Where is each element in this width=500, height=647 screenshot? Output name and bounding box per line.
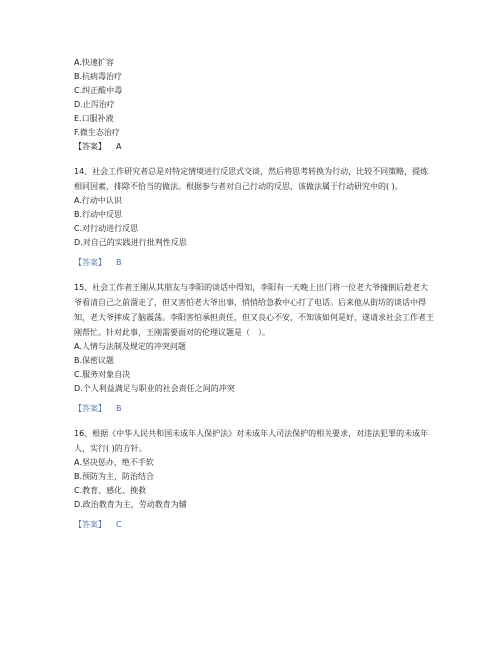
option-a: A.人情与法制及规定的冲突问题 — [74, 342, 186, 351]
answer-label: 【答案】 — [74, 258, 106, 267]
option-d: D.个人利益满足与职业的社会责任之间的冲突 — [74, 384, 235, 393]
option-c: C.服务对象自决 — [74, 370, 131, 379]
option-d: D.止泻治疗 — [74, 100, 115, 109]
option-c: C.纠正酸中毒 — [74, 86, 123, 95]
answer-line — [74, 256, 434, 270]
question-13 — [74, 56, 434, 154]
answer-value: C — [116, 520, 122, 529]
option-a: A.坚决惩办，绝不手软 — [74, 458, 154, 467]
answer-line — [74, 402, 434, 416]
option-b: B.行动中反思 — [74, 210, 123, 219]
option-b: B.保密议题 — [74, 356, 115, 365]
answer-value: B — [116, 404, 122, 413]
option-b: B.预防为主，防治结合 — [74, 472, 155, 481]
option-c: C.对行动进行反思 — [74, 224, 139, 233]
option-a: A.行动中认识 — [74, 196, 122, 205]
option-e: E.口服补液 — [74, 114, 114, 123]
answer-line — [74, 140, 434, 154]
answer-line — [74, 518, 434, 532]
option-d: D.对自己的实践进行批判性反思 — [74, 238, 187, 247]
option-d: D.政治教育为主，劳动教育为辅 — [74, 500, 187, 509]
question-stem: 14、社会工作研究者总是对特定情境进行反思式交谈，然后将思考转换为行动，比较不同策略，提炼相同因素，排除不恰当的做法。根据参与者对自己行动的反思，该做法属于行动研究中的( )。 — [74, 167, 429, 191]
answer-label: 【答案】 — [74, 142, 106, 151]
question-15 — [74, 280, 434, 416]
option-b: B.抗病毒治疗 — [74, 72, 123, 81]
question-stem: 16、根据《中华人民共和国未成年人保护法》对未成年人司法保护的相关要求，对违法犯罪的未成年人，实行( )的方针。 — [74, 429, 429, 453]
question-16 — [74, 426, 434, 532]
answer-value: A — [116, 142, 122, 151]
question-stem: 15、社会工作者王刚从其朋友与李阳的谈话中得知，李阳有一天晚上出门将一位老大爷撞倒后趁老大爷看清自己之前溜走了，但又害怕老大爷出事，悄悄给急救中心打了电话。后来他从街坊的谈话中得知，老大爷摔成了脑震荡。李阳害怕承担责任，但又良心不安，不知该如何是好，遂请求社会工作者王刚帮忙。针对此事，王刚需要面对的伦理议题是（ ）。 — [74, 283, 434, 337]
option-a: A.快速扩容 — [74, 58, 114, 67]
option-f: F.微生态治疗 — [74, 128, 120, 137]
answer-label: 【答案】 — [74, 520, 106, 529]
question-document — [74, 56, 434, 532]
answer-value: B — [116, 258, 122, 267]
answer-label: 【答案】 — [74, 404, 106, 413]
question-14 — [74, 164, 434, 270]
option-c: C.教育、感化、挽救 — [74, 486, 147, 495]
